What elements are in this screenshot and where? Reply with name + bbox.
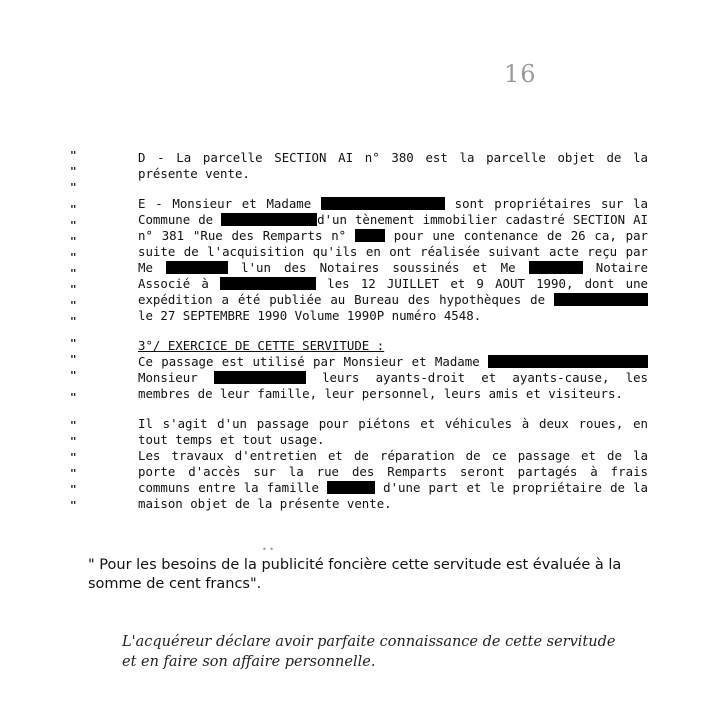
margin-mark: ": [70, 419, 77, 432]
margin-mark: ": [70, 315, 77, 328]
section-3-text-1a: Ce passage est utilisé par Monsieur et Madame: [138, 354, 480, 369]
margin-mark: ": [70, 337, 77, 350]
section-3-heading: 3°/ EXERCICE DE CETTE SERVITUDE :: [138, 338, 385, 353]
margin-mark: ": [70, 483, 77, 496]
paragraph-e-text-7: les 12 JUILLET et 9 AOUT 1990, dont une expédition a été publiée au Bureau des hypothèques de: [138, 276, 648, 307]
redaction-box: [166, 261, 228, 274]
redaction-box: [220, 277, 316, 290]
redaction-box: [214, 371, 306, 384]
redaction-box: [529, 261, 583, 274]
redaction-box: [327, 481, 375, 494]
redaction-box: [221, 213, 317, 226]
section-3-paragraph-1: [100, 354, 648, 402]
section-3-text-1b: Monsieur: [138, 370, 198, 385]
redaction-box: [321, 197, 445, 210]
margin-mark: ": [70, 369, 77, 382]
paragraph-e-text-1: E - Monsieur et Madame: [138, 196, 312, 211]
paragraph-e-text-5: l'un des Notaires soussinés et Me: [241, 260, 516, 275]
paragraph-e-text-3: d'un tènement immobilier cadastré SECTION AI n° 381 "Rue des Remparts n°: [138, 212, 648, 243]
publicity-quote: " Pour les besoins de la publicité foncière cette servitude est évaluée à la somme de cent francs".: [88, 557, 622, 592]
margin-mark: ": [70, 181, 77, 194]
document-body: [100, 150, 648, 512]
redaction-box: [488, 355, 648, 368]
paragraph-d: [100, 150, 648, 182]
margin-mark: ": [70, 299, 77, 312]
margin-mark: ": [70, 283, 77, 296]
margin-mark: ": [70, 435, 77, 448]
redaction-box: [355, 229, 385, 242]
margin-mark: ": [70, 235, 77, 248]
margin-mark: ": [70, 451, 77, 464]
margin-mark: ": [70, 499, 77, 512]
paragraph-e-text-8: le 27 SEPTEMBRE 1990 Volume 1990P numéro 4548.: [138, 308, 482, 323]
margin-mark: ": [70, 467, 77, 480]
margin-mark: ": [70, 165, 77, 178]
section-3-heading-line: [100, 338, 648, 354]
margin-mark: ": [70, 203, 77, 216]
section-3-text-1c: leurs ayants-droit et ayants-cause, les membres de leur famille, leur personnel, leurs amis et visiteurs.: [138, 370, 648, 401]
section-3-paragraph-3: [100, 448, 648, 512]
paragraph-e-text-4: pour une contenance de 26 ca, par suite de l'acquisition qu'ils en ont réalisée suivant acte reçu par Me: [138, 228, 648, 275]
section-3-text-3b: d'une part et le propriétaire de la maison objet de la présente vente.: [138, 480, 648, 511]
margin-mark: ": [70, 353, 77, 366]
paragraph-d-text: D - La parcelle SECTION AI n° 380 est la parcelle objet de la présente vente.: [138, 150, 648, 181]
paragraph-e-text-6: Notaire Associé à: [138, 260, 648, 291]
section-3-paragraph-2: [100, 416, 648, 448]
margin-mark: ": [70, 267, 77, 280]
margin-mark: ": [70, 251, 77, 264]
section-3-text-3a: Les travaux d'entretien et de réparation de ce passage et de la porte d'accès sur la rue des Remparts seront partagés à frais communs entre la famille: [138, 448, 648, 495]
redaction-box: [554, 293, 648, 306]
margin-mark: ": [70, 149, 77, 162]
page-number: 16: [504, 60, 537, 88]
handwritten-note: L'acquéreur déclare avoir parfaite connaissance de cette servitude et en faire son affaire personnelle.: [122, 634, 616, 670]
section-3-text-2: Il s'agit d'un passage pour piétons et véhicules à deux roues, en tout temps et tout usage.: [138, 416, 648, 447]
paragraph-e-text-2: sont propriétaires sur la Commune de: [138, 196, 648, 227]
margin-mark: ": [70, 391, 77, 404]
scan-speck: • •: [262, 545, 274, 554]
paragraph-e: [100, 196, 648, 324]
margin-mark: ": [70, 219, 77, 232]
